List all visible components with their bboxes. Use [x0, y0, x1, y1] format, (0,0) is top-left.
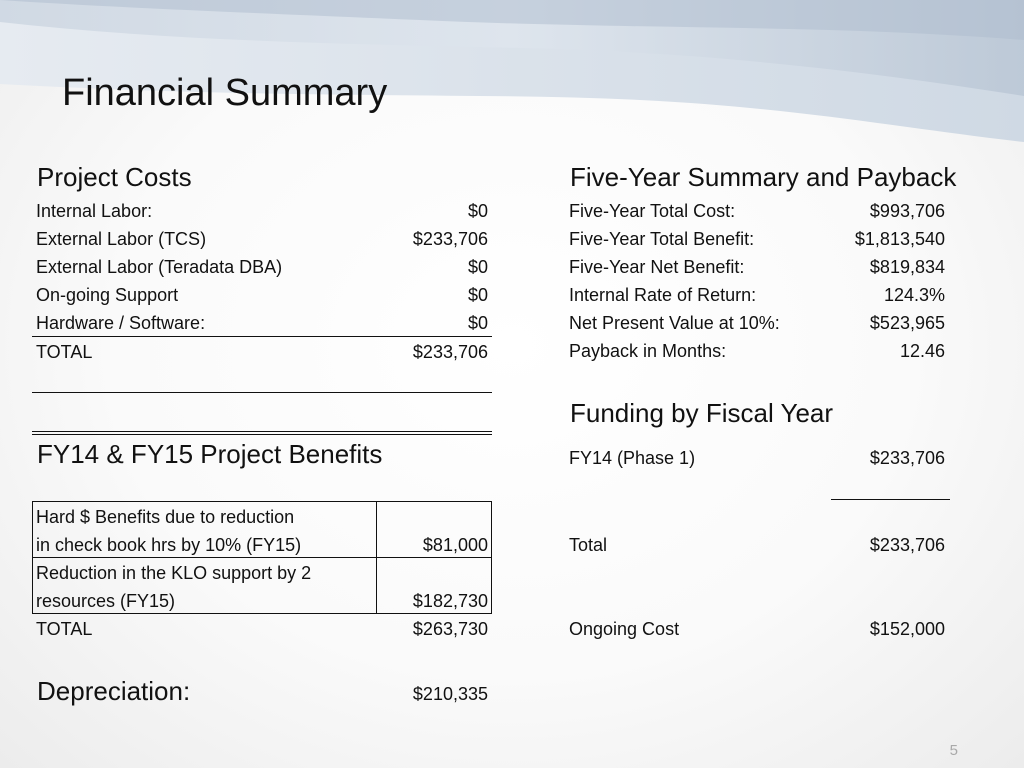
depreciation-label: Depreciation: — [37, 676, 191, 706]
section-divider — [32, 392, 492, 393]
summary-label: Net Present Value at 10%: — [569, 313, 780, 333]
funding-value: $233,706 — [869, 448, 945, 468]
cost-row-external-labor-tcs — [36, 225, 488, 253]
summary-label: Five-Year Net Benefit: — [569, 257, 745, 277]
cost-value: $0 — [467, 313, 488, 333]
funding-total-label: Total — [569, 535, 608, 555]
depreciation-row — [36, 680, 488, 708]
funding-total-value: $233,706 — [869, 535, 945, 555]
funding-row-total — [569, 531, 945, 559]
depreciation-value: $210,335 — [412, 684, 488, 704]
funding-row-fy14 — [569, 444, 945, 472]
summary-value: 12.46 — [899, 341, 945, 361]
cost-row-external-labor-dba — [36, 253, 488, 281]
funding-heading: Funding by Fiscal Year — [570, 398, 834, 428]
cost-label: External Labor (Teradata DBA) — [36, 257, 283, 277]
benefits-total-value: $263,730 — [412, 619, 488, 639]
cost-total-label: TOTAL — [36, 342, 93, 362]
benefit-2-value: $182,730 — [412, 591, 488, 611]
summary-label: Five-Year Total Benefit: — [569, 229, 755, 249]
cost-value: $0 — [467, 285, 488, 305]
summary-row-payback — [569, 337, 945, 365]
cost-value: $233,706 — [412, 229, 488, 249]
benefit-1-line2: in check book hrs by 10% (FY15) — [36, 535, 302, 555]
cost-total-value: $233,706 — [412, 342, 488, 362]
benefits-total-label: TOTAL — [36, 619, 93, 639]
benefit-1-line1: Hard $ Benefits due to reduction — [36, 507, 295, 527]
cost-total-rule — [32, 336, 492, 337]
five-year-heading: Five-Year Summary and Payback — [570, 162, 957, 192]
cost-value: $0 — [467, 201, 488, 221]
cost-row-ongoing-support — [36, 281, 488, 309]
benefits-heading: FY14 & FY15 Project Benefits — [37, 439, 383, 469]
benefits-row-total — [36, 615, 488, 643]
ongoing-cost-value: $152,000 — [869, 619, 945, 639]
summary-value: $1,813,540 — [854, 229, 945, 249]
benefit-2-line2: resources (FY15) — [36, 591, 176, 611]
cost-row-internal-labor — [36, 197, 488, 225]
cost-label: On-going Support — [36, 285, 179, 305]
summary-row-npv — [569, 309, 945, 337]
project-costs-heading: Project Costs — [37, 162, 192, 192]
summary-value: $523,965 — [869, 313, 945, 333]
section-divider-double-top — [32, 431, 492, 432]
cost-label: Hardware / Software: — [36, 313, 206, 333]
funding-label: FY14 (Phase 1) — [569, 448, 696, 468]
cost-label: Internal Labor: — [36, 201, 153, 221]
summary-value: $993,706 — [869, 201, 945, 221]
benefit-2-line1: Reduction in the KLO support by 2 — [36, 563, 312, 583]
cost-value: $0 — [467, 257, 488, 277]
benefits-column-divider — [376, 501, 377, 614]
benefit-1-value: $81,000 — [422, 535, 488, 555]
cost-row-total — [36, 338, 488, 366]
slide-title: Financial Summary — [62, 72, 388, 114]
funding-row-ongoing — [569, 615, 945, 643]
cost-row-hardware-software — [36, 309, 488, 337]
summary-value: 124.3% — [883, 285, 945, 305]
page-number: 5 — [949, 742, 958, 759]
summary-label: Five-Year Total Cost: — [569, 201, 736, 221]
summary-row-total-cost — [569, 197, 945, 225]
summary-label: Internal Rate of Return: — [569, 285, 757, 305]
summary-row-irr — [569, 281, 945, 309]
summary-value: $819,834 — [869, 257, 945, 277]
summary-row-total-benefit — [569, 225, 945, 253]
section-divider-double-bottom — [32, 434, 492, 435]
summary-row-net-benefit — [569, 253, 945, 281]
cost-label: External Labor (TCS) — [36, 229, 207, 249]
summary-label: Payback in Months: — [569, 341, 727, 361]
funding-sum-rule — [831, 499, 950, 500]
ongoing-cost-label: Ongoing Cost — [569, 619, 680, 639]
